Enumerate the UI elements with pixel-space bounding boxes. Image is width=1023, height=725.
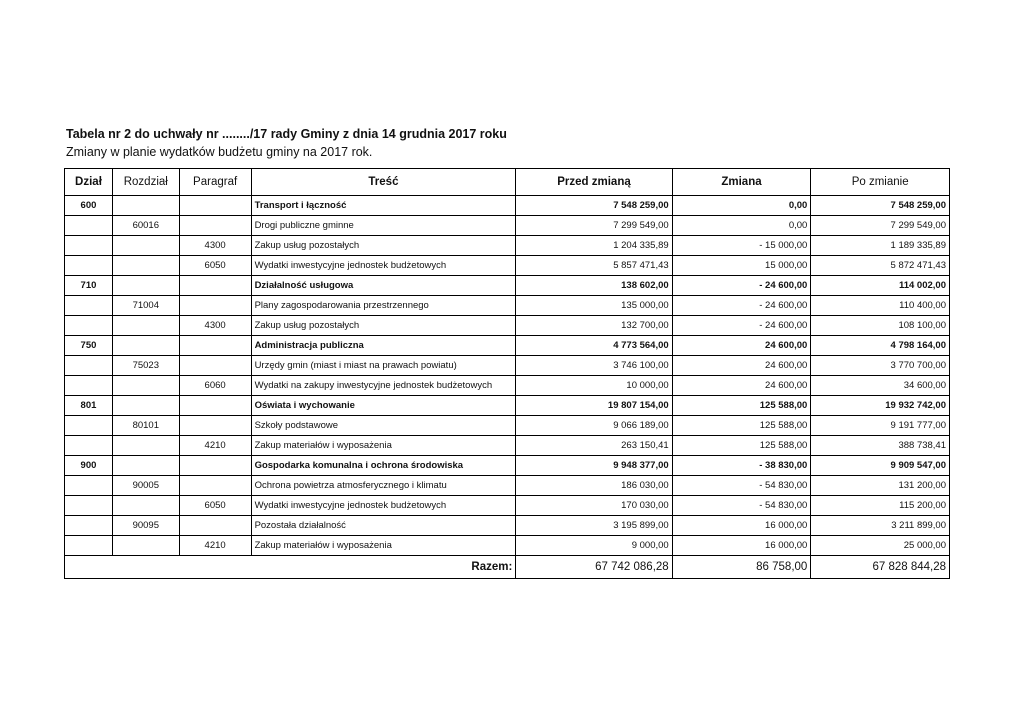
- cell-po: 388 738,41: [811, 436, 950, 456]
- cell-przed: 263 150,41: [516, 436, 672, 456]
- cell-zmiana: 125 588,00: [672, 416, 811, 436]
- cell-paragraf: [179, 276, 251, 296]
- cell-przed: 1 204 335,89: [516, 236, 672, 256]
- table-row: [65, 276, 950, 296]
- table-row: [65, 216, 950, 236]
- cell-rozdzial: 80101: [112, 416, 179, 436]
- cell-tresc: Pozostała działalność: [251, 516, 516, 536]
- cell-rozdzial: [112, 376, 179, 396]
- cell-po: 131 200,00: [811, 476, 950, 496]
- cell-zmiana: - 15 000,00: [672, 236, 811, 256]
- col-header-tresc: Treść: [251, 169, 516, 196]
- table-row: [65, 476, 950, 496]
- cell-zmiana: 125 588,00: [672, 396, 811, 416]
- cell-przed: 10 000,00: [516, 376, 672, 396]
- cell-dzial: 900: [65, 456, 113, 476]
- cell-dzial: [65, 416, 113, 436]
- cell-po: 19 932 742,00: [811, 396, 950, 416]
- cell-paragraf: 4210: [179, 536, 251, 556]
- cell-po: 3 211 899,00: [811, 516, 950, 536]
- col-header-dzial: Dział: [65, 169, 113, 196]
- cell-tresc: Drogi publiczne gminne: [251, 216, 516, 236]
- cell-tresc: Administracja publiczna: [251, 336, 516, 356]
- total-zmiana: 86 758,00: [672, 556, 811, 579]
- table-row: [65, 376, 950, 396]
- cell-po: 3 770 700,00: [811, 356, 950, 376]
- table-row: [65, 416, 950, 436]
- cell-zmiana: 125 588,00: [672, 436, 811, 456]
- cell-zmiana: 16 000,00: [672, 516, 811, 536]
- cell-rozdzial: 60016: [112, 216, 179, 236]
- total-przed: 67 742 086,28: [516, 556, 672, 579]
- cell-zmiana: - 24 600,00: [672, 276, 811, 296]
- cell-dzial: [65, 296, 113, 316]
- document-title: Tabela nr 2 do uchwały nr ......../17 rady Gminy z dnia 14 grudnia 2017 roku: [66, 127, 507, 141]
- cell-rozdzial: [112, 456, 179, 476]
- cell-tresc: Ochrona powietrza atmosferycznego i klimatu: [251, 476, 516, 496]
- cell-po: 114 002,00: [811, 276, 950, 296]
- cell-przed: 19 807 154,00: [516, 396, 672, 416]
- total-label: Razem:: [65, 556, 516, 579]
- cell-paragraf: [179, 216, 251, 236]
- cell-zmiana: - 54 830,00: [672, 496, 811, 516]
- cell-zmiana: 24 600,00: [672, 336, 811, 356]
- cell-po: 4 798 164,00: [811, 336, 950, 356]
- cell-po: 34 600,00: [811, 376, 950, 396]
- cell-rozdzial: [112, 396, 179, 416]
- cell-przed: 132 700,00: [516, 316, 672, 336]
- cell-rozdzial: [112, 496, 179, 516]
- cell-paragraf: 4300: [179, 316, 251, 336]
- cell-dzial: [65, 516, 113, 536]
- cell-zmiana: - 54 830,00: [672, 476, 811, 496]
- table-row: [65, 296, 950, 316]
- cell-rozdzial: [112, 536, 179, 556]
- cell-rozdzial: [112, 236, 179, 256]
- table-row: [65, 316, 950, 336]
- cell-zmiana: 15 000,00: [672, 256, 811, 276]
- table-row: [65, 336, 950, 356]
- cell-tresc: Wydatki inwestycyjne jednostek budżetowych: [251, 256, 516, 276]
- cell-dzial: 600: [65, 196, 113, 216]
- cell-paragraf: 4300: [179, 236, 251, 256]
- cell-tresc: Zakup materiałów i wyposażenia: [251, 436, 516, 456]
- col-header-po: Po zmianie: [811, 169, 950, 196]
- cell-zmiana: 24 600,00: [672, 356, 811, 376]
- cell-po: 1 189 335,89: [811, 236, 950, 256]
- cell-dzial: [65, 496, 113, 516]
- cell-dzial: [65, 316, 113, 336]
- cell-paragraf: [179, 516, 251, 536]
- cell-paragraf: [179, 456, 251, 476]
- table-row: [65, 356, 950, 376]
- table-row: [65, 496, 950, 516]
- cell-przed: 3 195 899,00: [516, 516, 672, 536]
- cell-po: 108 100,00: [811, 316, 950, 336]
- total-po: 67 828 844,28: [811, 556, 950, 579]
- cell-zmiana: 16 000,00: [672, 536, 811, 556]
- cell-paragraf: [179, 196, 251, 216]
- cell-tresc: Zakup materiałów i wyposażenia: [251, 536, 516, 556]
- cell-dzial: [65, 536, 113, 556]
- cell-rozdzial: 71004: [112, 296, 179, 316]
- cell-tresc: Wydatki na zakupy inwestycyjne jednostek budżetowych: [251, 376, 516, 396]
- table-row: [65, 256, 950, 276]
- cell-tresc: Oświata i wychowanie: [251, 396, 516, 416]
- cell-zmiana: 24 600,00: [672, 376, 811, 396]
- cell-tresc: Wydatki inwestycyjne jednostek budżetowych: [251, 496, 516, 516]
- cell-rozdzial: [112, 256, 179, 276]
- cell-dzial: 750: [65, 336, 113, 356]
- cell-dzial: [65, 236, 113, 256]
- col-header-rozdzial: Rozdział: [112, 169, 179, 196]
- cell-tresc: Zakup usług pozostałych: [251, 316, 516, 336]
- cell-po: 5 872 471,43: [811, 256, 950, 276]
- cell-po: 9 909 547,00: [811, 456, 950, 476]
- col-header-paragraf: Paragraf: [179, 169, 251, 196]
- table-row: [65, 396, 950, 416]
- cell-paragraf: [179, 336, 251, 356]
- cell-przed: 9 000,00: [516, 536, 672, 556]
- cell-paragraf: 6050: [179, 496, 251, 516]
- table-header-row: [65, 169, 950, 196]
- cell-przed: 135 000,00: [516, 296, 672, 316]
- cell-po: 7 299 549,00: [811, 216, 950, 236]
- cell-tresc: Szkoły podstawowe: [251, 416, 516, 436]
- cell-paragraf: 4210: [179, 436, 251, 456]
- table-row: [65, 436, 950, 456]
- cell-przed: 7 299 549,00: [516, 216, 672, 236]
- cell-paragraf: [179, 296, 251, 316]
- cell-tresc: Transport i łączność: [251, 196, 516, 216]
- table-row: [65, 236, 950, 256]
- cell-dzial: 710: [65, 276, 113, 296]
- table-row: [65, 536, 950, 556]
- cell-tresc: Zakup usług pozostałych: [251, 236, 516, 256]
- cell-przed: 9 948 377,00: [516, 456, 672, 476]
- cell-po: 110 400,00: [811, 296, 950, 316]
- table-row: [65, 456, 950, 476]
- cell-tresc: Plany zagospodarowania przestrzennego: [251, 296, 516, 316]
- cell-rozdzial: 75023: [112, 356, 179, 376]
- cell-przed: 7 548 259,00: [516, 196, 672, 216]
- cell-zmiana: 0,00: [672, 216, 811, 236]
- table-row: [65, 196, 950, 216]
- cell-zmiana: 0,00: [672, 196, 811, 216]
- cell-rozdzial: [112, 316, 179, 336]
- cell-rozdzial: 90005: [112, 476, 179, 496]
- cell-przed: 170 030,00: [516, 496, 672, 516]
- cell-przed: 186 030,00: [516, 476, 672, 496]
- cell-po: 25 000,00: [811, 536, 950, 556]
- cell-po: 7 548 259,00: [811, 196, 950, 216]
- cell-paragraf: [179, 396, 251, 416]
- cell-przed: 3 746 100,00: [516, 356, 672, 376]
- cell-rozdzial: 90095: [112, 516, 179, 536]
- table-row: [65, 516, 950, 536]
- cell-paragraf: [179, 416, 251, 436]
- cell-dzial: [65, 256, 113, 276]
- cell-tresc: Gospodarka komunalna i ochrona środowiska: [251, 456, 516, 476]
- cell-paragraf: [179, 476, 251, 496]
- cell-dzial: [65, 356, 113, 376]
- cell-dzial: 801: [65, 396, 113, 416]
- cell-rozdzial: [112, 196, 179, 216]
- cell-zmiana: - 24 600,00: [672, 316, 811, 336]
- cell-paragraf: 6050: [179, 256, 251, 276]
- cell-dzial: [65, 216, 113, 236]
- col-header-zmiana: Zmiana: [672, 169, 811, 196]
- col-header-przed: Przed zmianą: [516, 169, 672, 196]
- cell-dzial: [65, 476, 113, 496]
- cell-paragraf: 6060: [179, 376, 251, 396]
- cell-przed: 4 773 564,00: [516, 336, 672, 356]
- cell-rozdzial: [112, 276, 179, 296]
- cell-tresc: Działalność usługowa: [251, 276, 516, 296]
- cell-rozdzial: [112, 436, 179, 456]
- cell-dzial: [65, 436, 113, 456]
- document-subtitle: Zmiany w planie wydatków budżetu gminy na 2017 rok.: [66, 145, 373, 159]
- cell-paragraf: [179, 356, 251, 376]
- cell-przed: 5 857 471,43: [516, 256, 672, 276]
- cell-rozdzial: [112, 336, 179, 356]
- cell-zmiana: - 24 600,00: [672, 296, 811, 316]
- cell-po: 115 200,00: [811, 496, 950, 516]
- budget-changes-table: [64, 168, 950, 579]
- cell-dzial: [65, 376, 113, 396]
- cell-tresc: Urzędy gmin (miast i miast na prawach powiatu): [251, 356, 516, 376]
- cell-przed: 138 602,00: [516, 276, 672, 296]
- total-row: [65, 556, 950, 579]
- cell-przed: 9 066 189,00: [516, 416, 672, 436]
- cell-po: 9 191 777,00: [811, 416, 950, 436]
- cell-zmiana: - 38 830,00: [672, 456, 811, 476]
